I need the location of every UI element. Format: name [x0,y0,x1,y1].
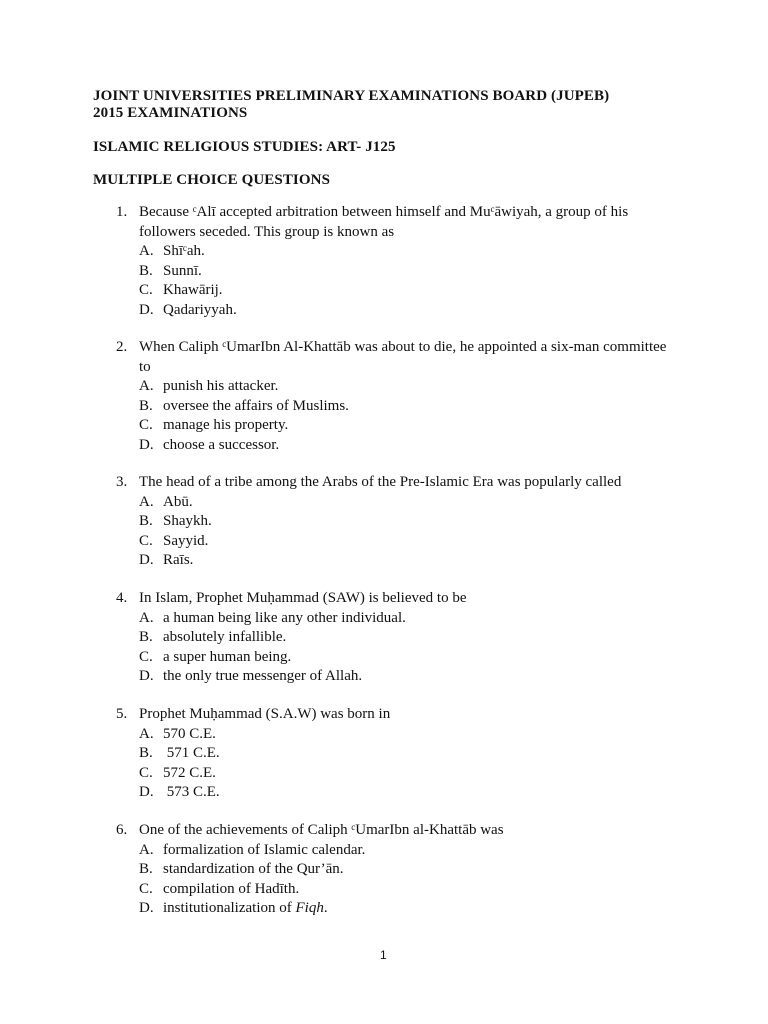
option-a [139,242,676,262]
option-letter: B. [139,262,153,279]
option-b [139,262,676,282]
option-letter: C. [139,648,153,665]
question-number: 6. [116,822,128,838]
question-5 [116,705,676,803]
question-number: 4. [116,590,128,606]
option-b [139,744,676,764]
option-letter: A. [139,841,154,858]
question-number: 1. [116,204,128,220]
question-stem [116,473,676,493]
question-number: 2. [116,339,128,355]
option-letter: D. [139,784,154,800]
option-letter: C. [139,532,153,549]
option-text: manage his property. [163,417,289,433]
option-text: Raīs. [163,552,194,568]
option-a [139,377,676,397]
option-d [139,899,676,919]
options-list [116,609,676,687]
option-letter: A. [139,609,154,626]
option-text: absolutely infallible. [163,629,287,645]
option-c [139,281,676,301]
option-text: Sayyid. [163,532,209,549]
option-text: Shaykh. [163,513,212,529]
option-d [139,783,676,803]
option-b [139,860,676,880]
question-1 [116,203,676,320]
option-letter: D. [139,668,154,684]
option-text: 570 C.E. [163,725,216,742]
question-2 [116,338,676,455]
option-c [139,764,676,784]
option-b [139,397,676,417]
option-text: 571 C.E. [163,745,220,761]
exam-board-title [93,88,609,122]
options-list [116,242,676,320]
option-letter: B. [139,745,153,761]
option-a [139,609,676,629]
options-list [116,377,676,455]
option-letter: D. [139,301,154,318]
question-3 [116,473,676,571]
exam-year: 2015 EXAMINATIONS [93,105,248,121]
subject-title: ISLAMIC RELIGIOUS STUDIES: ART- J125 [93,139,396,155]
option-d [139,301,676,321]
option-text: formalization of Islamic calendar. [163,841,366,858]
options-list [116,493,676,571]
option-letter: B. [139,629,153,645]
question-text: Prophet Muḥammad (S.A.W) was born in [139,706,391,722]
option-text: 573 C.E. [163,784,220,800]
option-letter: C. [139,764,153,781]
question-stem [116,821,676,841]
option-c [139,880,676,900]
option-letter: D. [139,436,154,453]
section-title: MULTIPLE CHOICE QUESTIONS [93,172,331,188]
option-letter: D. [139,552,154,568]
option-text: punish his attacker. [163,378,279,394]
question-text: The head of a tribe among the Arabs of the Pre-Islamic Era was popularly called [139,474,622,490]
board-name: JOINT UNIVERSITIES PRELIMINARY EXAMINATIONS BOARD (JUPEB) [93,88,610,104]
option-text: Qadariyyah. [163,301,237,318]
question-stem [116,705,676,725]
option-text: a human being like any other individual. [163,609,406,626]
option-letter: C. [139,417,153,433]
option-text-italic: Fiqh [295,900,324,916]
option-letter: A. [139,493,154,510]
option-c [139,648,676,668]
option-letter: C. [139,880,153,897]
question-stem [116,589,676,609]
question-stem [116,203,676,242]
options-list [116,725,676,803]
option-c [139,532,676,552]
option-text: choose a successor. [163,436,280,453]
question-number: 3. [116,474,128,490]
option-letter: B. [139,861,153,877]
question-number: 5. [116,706,128,722]
option-a [139,725,676,745]
option-a [139,493,676,513]
option-letter: C. [139,282,153,298]
option-text: a super human being. [163,648,292,665]
option-letter: A. [139,725,154,742]
option-text-suffix: . [323,900,328,916]
option-text: Abū. [163,493,193,510]
question-text: When Caliph ᶜUmarIbn Al-Khattāb was about to die, he appointed a six-man committee to [139,339,667,375]
option-text: the only true messenger of Allah. [163,668,363,684]
option-text: oversee the affairs of Muslims. [163,397,349,414]
option-text: Shīᶜah. [163,243,205,259]
option-letter: B. [139,397,153,414]
option-letter: A. [139,378,154,394]
question-text: Because ᶜAlī accepted arbitration between himself and Muᶜāwiyah, a group of his followers seceded. This group is known as [139,204,629,240]
question-text: In Islam, Prophet Muḥammad (SAW) is believed to be [139,590,467,606]
option-d [139,551,676,571]
option-c [139,416,676,436]
option-d [139,667,676,687]
options-list [116,841,676,919]
option-text: institutionalization of [163,900,296,916]
option-text: Khawārij. [163,282,223,298]
question-text: One of the achievements of Caliph ᶜUmarIbn al-Khattāb was [139,822,504,838]
option-a [139,841,676,861]
option-d [139,436,676,456]
option-text: Sunnī. [163,262,202,279]
question-6 [116,821,676,919]
option-letter: B. [139,513,153,529]
option-text: standardization of the Qur’ān. [163,861,344,877]
option-text: 572 C.E. [163,764,216,781]
option-letter: A. [139,243,154,259]
option-letter: D. [139,900,154,916]
option-b [139,512,676,532]
option-text: compilation of Hadīth. [163,880,300,897]
question-4 [116,589,676,687]
option-b [139,628,676,648]
page-number: 1 [380,948,387,962]
question-stem [116,338,676,377]
